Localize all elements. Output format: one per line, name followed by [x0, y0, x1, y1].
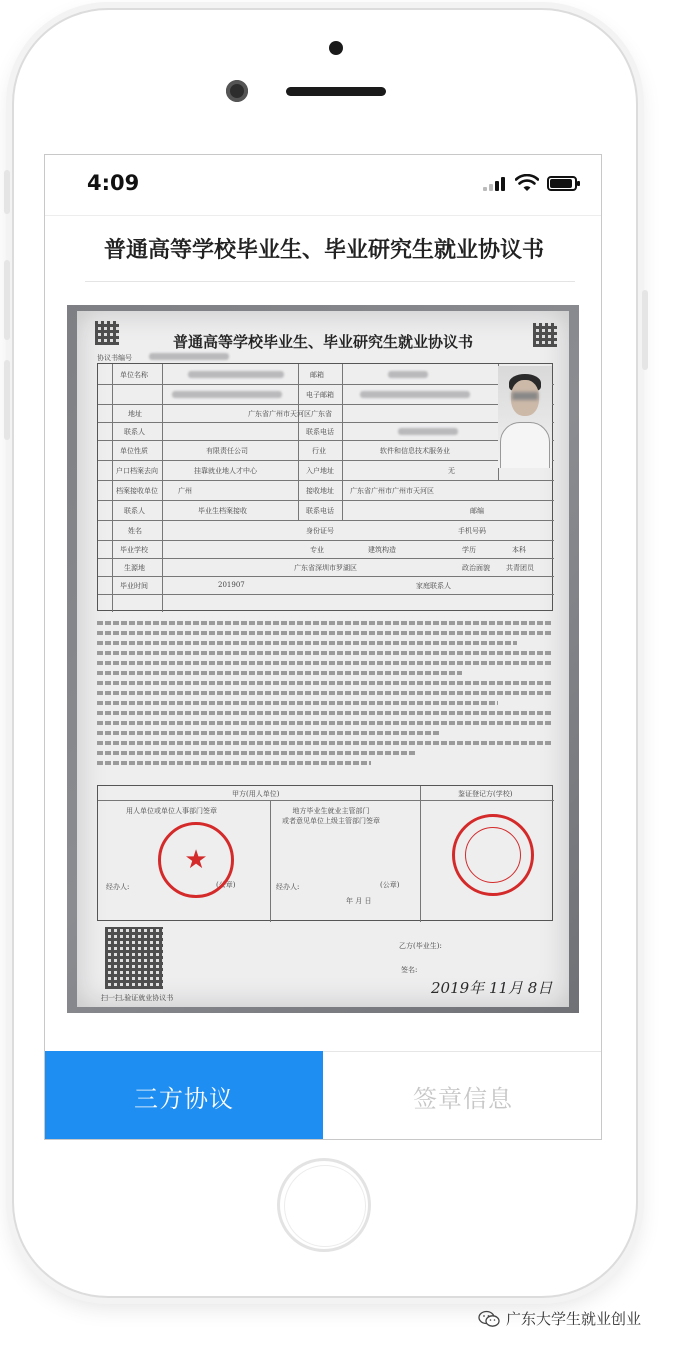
company-seal: ★: [158, 822, 234, 898]
value-entry-address: 无: [448, 467, 455, 475]
info-table: [97, 363, 553, 611]
label-hukou: 户口档案去向: [116, 467, 158, 475]
value-contact2: 毕业生档案接收: [198, 507, 247, 515]
party-c-label: 鉴证登记方(学校): [458, 790, 513, 798]
seal-label-a: (公章): [216, 881, 236, 889]
label-family-contact: 家庭联系人: [416, 582, 451, 590]
redacted-text: [360, 391, 470, 398]
handler-label-b: 经办人:: [276, 883, 300, 891]
watermark-text: 广东大学生就业创业: [506, 1311, 642, 1328]
label-receive-address: 接收地址: [306, 487, 334, 495]
label-address: 地址: [128, 410, 142, 418]
party-a-label: 甲方(用人单位): [232, 790, 280, 798]
power-button: [642, 290, 648, 370]
redacted-text: [149, 353, 229, 360]
agreement-photo[interactable]: [67, 305, 579, 1013]
redacted-text: [188, 371, 284, 378]
label-political: 政治面貌: [462, 564, 490, 572]
status-bar: [45, 155, 602, 215]
front-camera: [226, 80, 248, 102]
school-seal: [452, 814, 534, 896]
redacted-text: [172, 391, 282, 398]
label-email: 电子邮箱: [306, 391, 334, 399]
value-archive-unit: 广州: [178, 487, 192, 495]
document-header: 普通高等学校毕业生、毕业研究生就业协议书: [172, 333, 473, 351]
value-origin: 广东省深圳市罗湖区: [294, 564, 357, 572]
app-screen: [44, 154, 602, 1140]
label-id-card: 身份证号: [306, 527, 334, 535]
label-grad-time: 毕业时间: [120, 582, 148, 590]
label-mobile: 手机号码: [458, 527, 486, 535]
signature-date: 2019年 11月 8日: [431, 979, 553, 997]
value-political: 共青团员: [506, 564, 534, 572]
divider: [45, 215, 602, 216]
signature-table: [97, 785, 553, 921]
verify-text: 扫一扫,验证就业协议书: [101, 994, 174, 1002]
status-time: 4:09: [87, 171, 140, 195]
label-major: 专业: [310, 546, 324, 554]
qr-code-top-left: [95, 321, 119, 345]
verify-qr-code: [105, 927, 163, 989]
title-divider: [85, 281, 575, 282]
authority-label: 地方毕业生就业主管部门 或者意见单位上级主管部门签章: [282, 807, 380, 825]
sensor-dot: [329, 41, 343, 55]
redacted-text: [398, 428, 458, 435]
battery-icon: [547, 176, 577, 191]
agreement-no-label: 协议书编号: [97, 354, 132, 362]
silent-switch: [4, 170, 10, 214]
agreement-paper: [77, 311, 569, 1007]
cellular-signal-icon: [483, 177, 505, 191]
value-address: 广东省广州市天河区广东省: [248, 410, 332, 418]
page-title: 普通高等学校毕业生、毕业研究生就业协议书: [103, 238, 544, 263]
label-origin: 生源地: [124, 564, 145, 572]
label-contact-phone: 联系电话: [306, 428, 334, 436]
label-unit-nature: 单位性质: [120, 447, 148, 455]
label-postal: 邮编: [470, 507, 484, 515]
value-industry: 软件和信息技术服务业: [380, 447, 450, 455]
label-contact: 联系人: [124, 428, 145, 436]
label-entry-address: 入户地址: [306, 467, 334, 475]
wifi-icon: [515, 174, 539, 192]
label-school: 毕业学校: [120, 546, 148, 554]
wechat-icon: [478, 1310, 500, 1328]
earpiece-speaker: [286, 87, 386, 96]
value-education: 本科: [512, 546, 526, 554]
watermark: [478, 1308, 641, 1329]
party-a-sub-label: 用人单位或单位人事部门签章: [126, 807, 217, 815]
label-education: 学历: [462, 546, 476, 554]
label-contact2: 联系人: [124, 507, 145, 515]
volume-up-button: [4, 260, 10, 340]
value-major: 建筑构造: [368, 546, 396, 554]
signature-label: 签名:: [401, 966, 418, 974]
tab-bar: [45, 1051, 602, 1140]
seal-label-b: (公章): [380, 881, 400, 889]
label-contact2-phone: 联系电话: [306, 507, 334, 515]
label-industry: 行业: [312, 447, 326, 455]
volume-down-button: [4, 360, 10, 440]
student-photo: [498, 366, 552, 468]
redacted-text: [388, 371, 428, 378]
tab-tripartite-agreement[interactable]: 三方协议: [45, 1051, 323, 1140]
home-button[interactable]: [277, 1158, 371, 1252]
agreement-terms: [97, 615, 553, 771]
label-archive-unit: 档案接收单位: [116, 487, 158, 495]
label-unit-name: 单位名称: [120, 371, 148, 379]
value-receive-address: 广东省广州市广州市天河区: [350, 487, 434, 495]
value-unit-nature: 有限责任公司: [206, 447, 248, 455]
value-grad-time: 201907: [218, 581, 245, 589]
tab-signature-info[interactable]: 签章信息: [323, 1051, 602, 1140]
qr-code-top-right: [533, 323, 557, 347]
party-b-label: 乙方(毕业生):: [399, 942, 442, 950]
handler-label-a: 经办人:: [106, 883, 130, 891]
label-mailbox: 邮箱: [310, 371, 324, 379]
label-name: 姓名: [128, 527, 142, 535]
value-hukou: 挂靠就业地人才中心: [194, 467, 257, 475]
date-label: 年 月 日: [346, 897, 372, 905]
